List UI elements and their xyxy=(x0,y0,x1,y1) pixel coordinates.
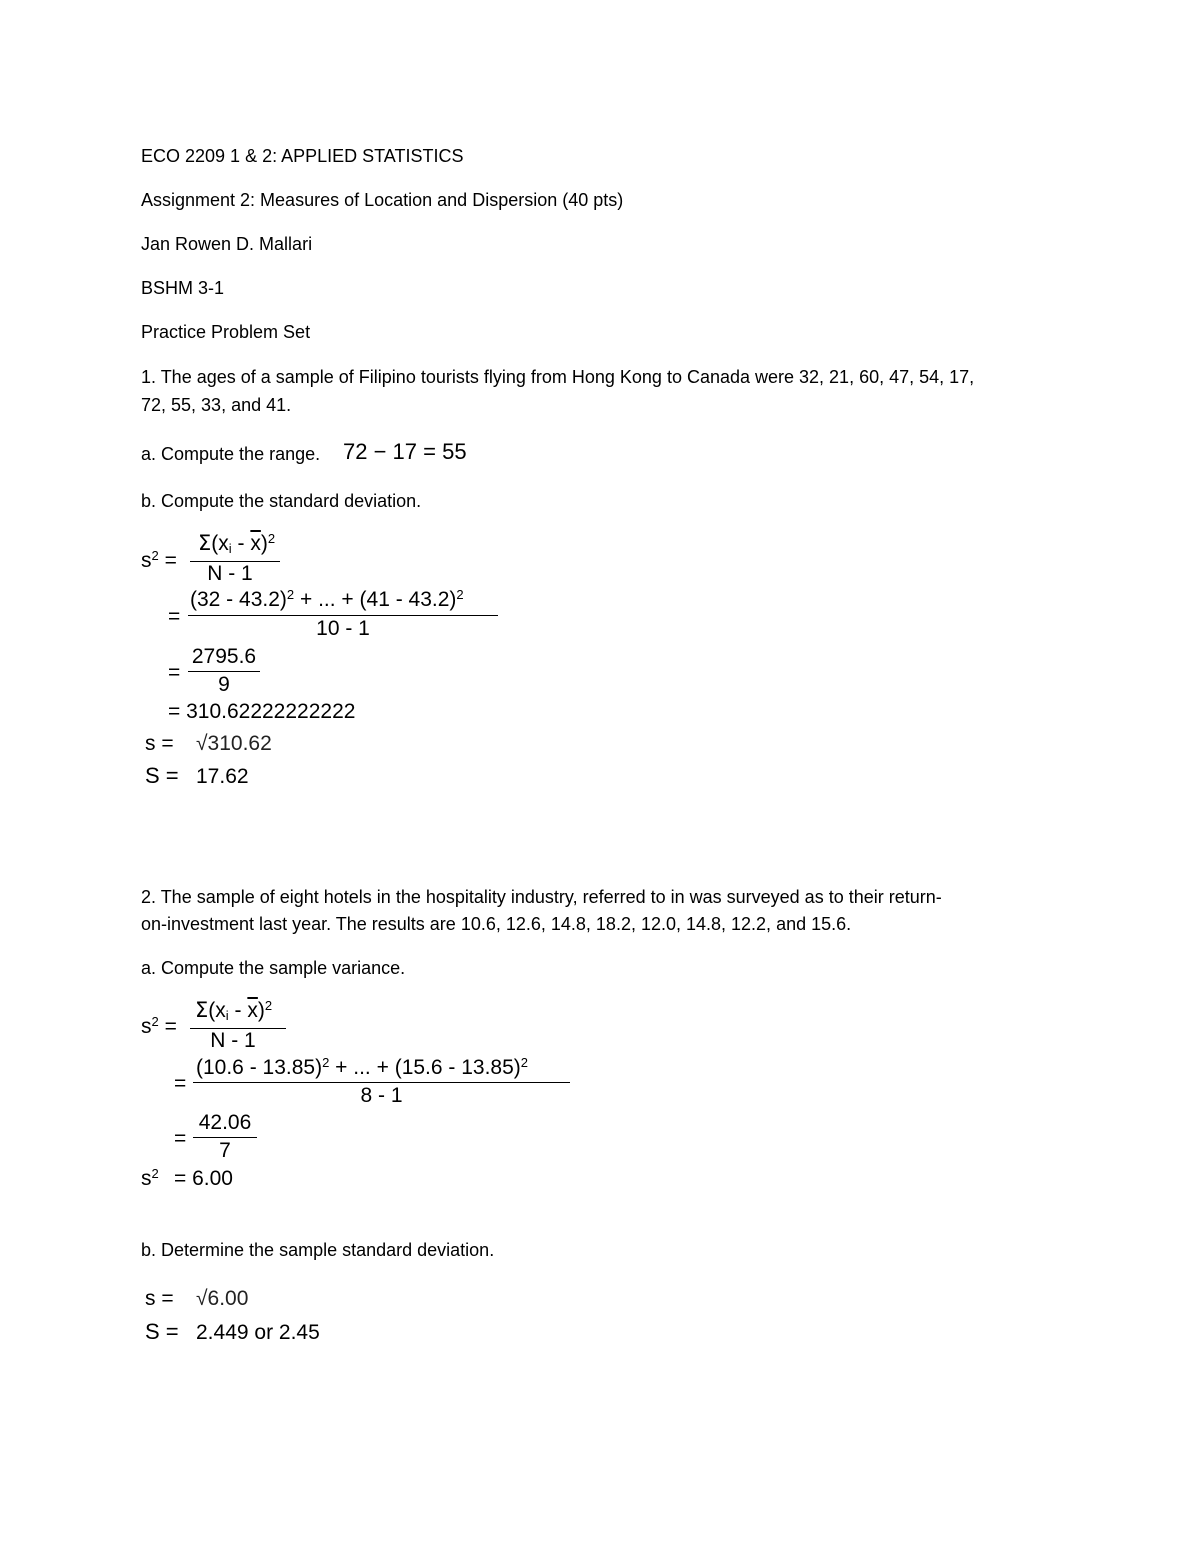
sqrt-lhs: s = xyxy=(145,1287,174,1310)
problem1-stem-line1: 1. The ages of a sample of Filipino tourists flying from Hong Kong to Canada were 32, 21, 60, 47, 54, 17, xyxy=(141,367,975,387)
section: BSHM 3-1 xyxy=(141,278,225,298)
step1-denominator: 10 - 1 xyxy=(316,617,370,640)
result-lhs: S = xyxy=(145,763,179,788)
problem2-stem-line2: on-investment last year. The results are 10.6, 12.6, 14.8, 18.2, 12.0, 14.8, 12.2, and 15.6. xyxy=(141,914,852,934)
problem1-step3: = 310.62222222222 xyxy=(168,700,356,723)
problem2-stem-line1: 2. The sample of eight hotels in the hospitality industry, referred to in was surveyed as to their return- xyxy=(141,887,942,907)
student-name: Jan Rowen D. Mallari xyxy=(141,234,313,254)
fraction-bar xyxy=(193,1137,257,1138)
result-rhs: 17.62 xyxy=(196,765,249,788)
problem1-part-a: a. Compute the range. xyxy=(141,444,321,464)
problem1-part-b: b. Compute the standard deviation. xyxy=(141,491,422,511)
step2-equals: = xyxy=(168,661,181,684)
fraction-bar xyxy=(188,671,260,672)
step1-equals: = xyxy=(174,1072,187,1095)
sqrt-rhs: √310.62 xyxy=(196,732,272,755)
formula-numerator: $\Sigma(x_i - \overline{x})^2$ xyxy=(198,530,276,557)
result-lhs: S = xyxy=(145,1319,179,1344)
fraction-bar xyxy=(188,615,498,616)
step2-equals: = xyxy=(174,1127,187,1150)
step2-numerator: 42.06 xyxy=(198,1111,252,1134)
step1-equals: = xyxy=(168,605,181,628)
formula-lhs: $s^2$ = xyxy=(141,547,177,572)
x-bar: $\overline{x}$ xyxy=(250,532,261,555)
step2-denominator: 7 xyxy=(219,1139,231,1162)
x-bar: $\overline{x}$ xyxy=(247,999,258,1022)
step1-numerator: (10.6 - 13.85)$^2$ + ... + (15.6 - 13.85)$^2$ xyxy=(196,1054,529,1079)
sigma-symbol: Σ xyxy=(195,998,209,1022)
assignment-title: Assignment 2: Measures of Location and Dispersion (40 pts) xyxy=(141,190,624,210)
formula-numerator: $\Sigma(x_i - \overline{x})^2$ xyxy=(195,997,273,1024)
step1-numerator: (32 - 43.2)$^2$ + ... + (41 - 43.2)$^2$ xyxy=(190,586,464,611)
problem2-part-a: a. Compute the sample variance. xyxy=(141,958,406,978)
result-rhs: 2.449 or 2.45 xyxy=(196,1321,320,1344)
formula-denominator: N - 1 xyxy=(207,562,253,585)
step1-denominator: 8 - 1 xyxy=(360,1084,403,1107)
problem1-stem-line2: 72, 55, 33, and 41. xyxy=(141,395,292,415)
sigma-symbol: Σ xyxy=(198,531,212,555)
problem-set-title: Practice Problem Set xyxy=(141,322,311,342)
variance-rhs: = 6.00 xyxy=(174,1167,233,1190)
formula-lhs: $s^2$ = xyxy=(141,1013,177,1038)
problem2-part-b: b. Determine the sample standard deviation. xyxy=(141,1240,495,1260)
course-title: ECO 2209 1 & 2: APPLIED STATISTICS xyxy=(141,146,464,166)
problem1-range-answer: 72 − 17 = 55 xyxy=(343,439,467,464)
formula-denominator: N - 1 xyxy=(210,1029,256,1052)
variance-lhs: $s^2$ xyxy=(141,1165,159,1190)
step2-numerator: 2795.6 xyxy=(191,645,257,668)
step2-denominator: 9 xyxy=(218,673,230,696)
sqrt-lhs: s = xyxy=(145,732,174,755)
fraction-bar xyxy=(193,1082,570,1083)
sqrt-rhs: √6.00 xyxy=(196,1287,249,1310)
